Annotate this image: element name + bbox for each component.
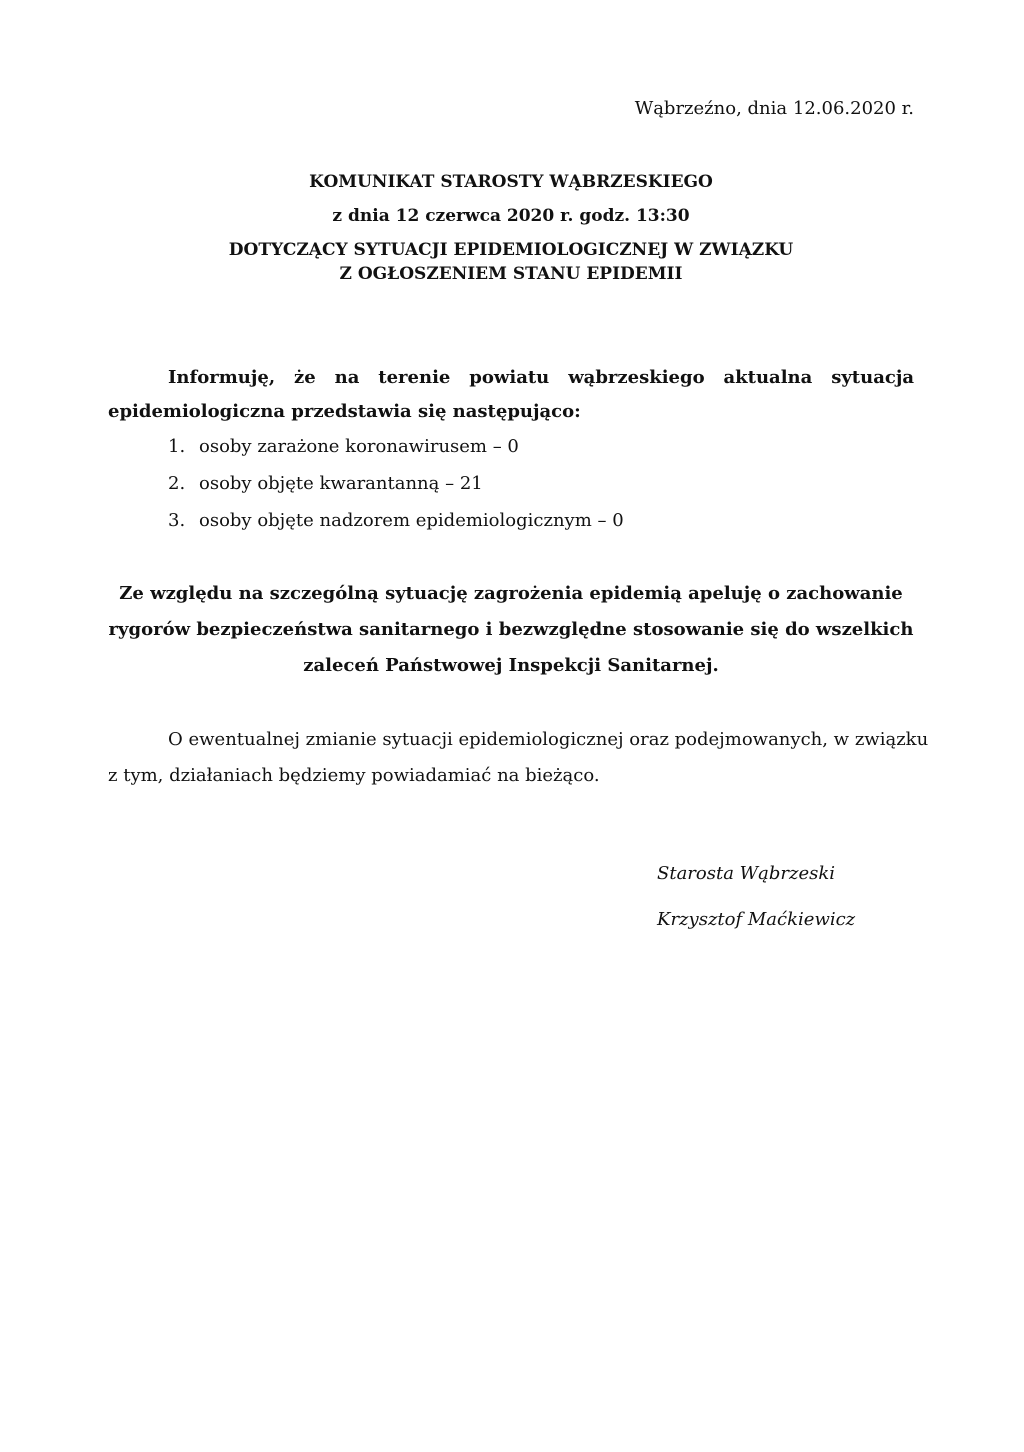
list-item — [168, 502, 868, 539]
appeal-paragraph — [108, 576, 914, 684]
statistics-list — [168, 428, 868, 539]
list-item-text: osoby zarażone koronawirusem – 0 — [199, 436, 519, 457]
signature-role: Starosta Wąbrzeski — [657, 863, 836, 884]
intro-line-2: epidemiologiczna przedstawia się następująco: — [108, 401, 581, 422]
signature-block — [657, 862, 855, 932]
heading-date: z dnia 12 czerwca 2020 r. godz. 13:30 — [332, 206, 690, 226]
intro-line-1: Informuję, że na terenie powiatu wąbrzeskiego aktualna sytuacja — [168, 367, 914, 388]
list-item — [168, 428, 868, 465]
list-item-number: 3. — [168, 510, 186, 531]
closing-paragraph — [108, 722, 929, 794]
closing-line-2: z tym, działaniach będziemy powiadamiać na bieżąco. — [108, 765, 600, 786]
appeal-line-2: rygorów bezpieczeństwa sanitarnego i bezwzględne stosowanie się do wszelkich — [108, 619, 914, 640]
intro-paragraph — [108, 361, 914, 429]
appeal-line-3: zaleceń Państwowej Inspekcji Sanitarnej. — [303, 655, 719, 676]
heading-subject-line-1: DOTYCZĄCY SYTUACJI EPIDEMIOLOGICZNEJ W ZWIĄZKU — [228, 240, 794, 260]
date-line: Wąbrzeźno, dnia 12.06.2020 r. — [634, 98, 914, 119]
list-item-text: osoby objęte nadzorem epidemiologicznym – 0 — [199, 510, 624, 531]
list-item — [168, 465, 868, 502]
appeal-line-1: Ze względu na szczególną sytuację zagrożenia epidemią apeluję o zachowanie — [119, 583, 903, 604]
heading-subject-line-2: Z OGŁOSZENIEM STANU EPIDEMII — [339, 264, 683, 284]
list-item-number: 1. — [168, 436, 186, 457]
heading-title: KOMUNIKAT STAROSTY WĄBRZESKIEGO — [309, 172, 713, 192]
list-item-text: osoby objęte kwarantanną – 21 — [199, 473, 483, 494]
list-item-number: 2. — [168, 473, 186, 494]
document-heading — [108, 170, 914, 286]
closing-line-1: O ewentualnej zmianie sytuacji epidemiologicznej oraz podejmowanych, w związku — [168, 729, 929, 750]
signature-name: Krzysztof Maćkiewicz — [657, 909, 856, 930]
